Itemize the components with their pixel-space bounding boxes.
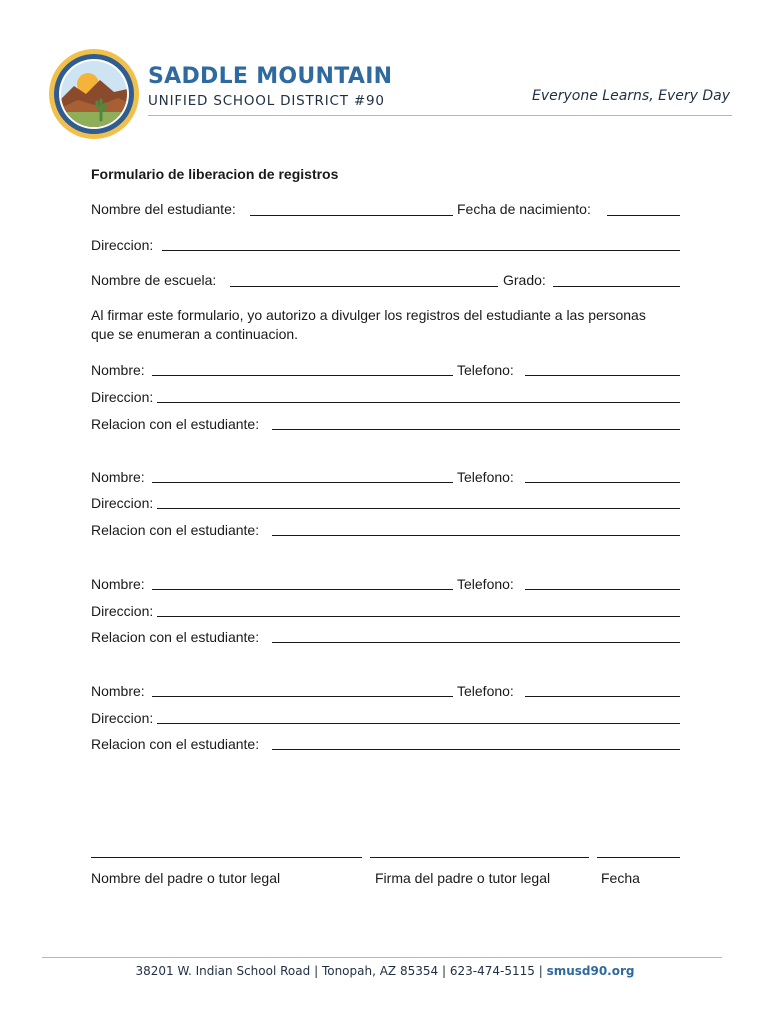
contact-2-address-label: Direccion: <box>91 495 154 511</box>
contact-3-address-label: Direccion: <box>91 603 154 619</box>
contact-4-phone-field[interactable] <box>525 696 680 697</box>
school-label: Nombre de escuela: <box>91 272 217 288</box>
footer-phone: 623-474-5115 <box>449 964 535 978</box>
contact-3-address-field[interactable] <box>157 616 680 617</box>
parent-signature-line[interactable] <box>370 857 589 858</box>
district-subtitle: UNIFIED SCHOOL DISTRICT #90 <box>148 93 385 109</box>
contact-2-phone-field[interactable] <box>525 482 680 483</box>
contact-4-relation-label: Relacion con el estudiante: <box>91 736 260 752</box>
grade-label: Grado: <box>503 272 546 288</box>
contact-4-address-label: Direccion: <box>91 710 154 726</box>
footer-address: 38201 W. Indian School Road <box>135 964 311 978</box>
student-address-field[interactable] <box>162 250 680 251</box>
parent-name-line[interactable] <box>91 857 362 858</box>
contact-3-phone-field[interactable] <box>525 589 680 590</box>
grade-field[interactable] <box>553 286 680 287</box>
parent-signature-caption: Firma del padre o tutor legal <box>375 870 551 886</box>
dob-label: Fecha de nacimiento: <box>457 201 591 217</box>
school-field[interactable] <box>230 286 498 287</box>
contact-1-phone-field[interactable] <box>525 375 680 376</box>
contact-2-address-field[interactable] <box>157 508 680 509</box>
contact-1-name-label: Nombre: <box>91 362 145 378</box>
contact-4-relation-field[interactable] <box>272 749 680 750</box>
contact-2-name-label: Nombre: <box>91 469 145 485</box>
signature-date-line[interactable] <box>597 857 680 858</box>
footer-contact <box>0 964 770 978</box>
footer-separator: | <box>441 964 447 978</box>
district-tagline: Everyone Learns, Every Day <box>532 88 730 104</box>
contact-3-name-field[interactable] <box>152 589 453 590</box>
dob-field[interactable] <box>607 215 680 216</box>
header-divider <box>148 115 732 116</box>
form-title: Formulario de liberacion de registros <box>91 166 339 182</box>
contact-2-phone-label: Telefono: <box>457 469 514 485</box>
contact-1-address-field[interactable] <box>157 402 680 403</box>
district-logo <box>48 48 140 140</box>
authorization-text: Al firmar este formulario, yo autorizo a divulger los registros del estudiante a las personas que se enumeran a continuacion. <box>91 307 646 342</box>
footer-separator: | <box>538 964 543 978</box>
parent-name-caption: Nombre del padre o tutor legal <box>91 870 281 886</box>
student-name-label: Nombre del estudiante: <box>91 201 236 217</box>
contact-1-address-label: Direccion: <box>91 389 154 405</box>
contact-4-phone-label: Telefono: <box>457 683 514 699</box>
footer-website[interactable]: smusd90.org <box>546 964 635 978</box>
contact-2-relation-field[interactable] <box>272 535 680 536</box>
contact-2-relation-label: Relacion con el estudiante: <box>91 522 260 538</box>
contact-4-name-label: Nombre: <box>91 683 145 699</box>
footer-separator: | <box>314 964 319 978</box>
contact-1-relation-label: Relacion con el estudiante: <box>91 416 260 432</box>
student-address-label: Direccion: <box>91 237 154 253</box>
contact-1-name-field[interactable] <box>152 375 453 376</box>
signature-date-caption: Fecha <box>601 870 640 886</box>
district-name: SADDLE MOUNTAIN <box>148 64 393 89</box>
contact-4-name-field[interactable] <box>152 696 453 697</box>
contact-3-phone-label: Telefono: <box>457 576 514 592</box>
footer-divider <box>42 957 722 958</box>
contact-1-relation-field[interactable] <box>272 429 680 430</box>
contact-3-relation-label: Relacion con el estudiante: <box>91 629 260 645</box>
contact-3-name-label: Nombre: <box>91 576 145 592</box>
contact-4-address-field[interactable] <box>157 723 680 724</box>
contact-1-phone-label: Telefono: <box>457 362 514 378</box>
footer-city: Tonopah, AZ 85354 <box>321 964 439 978</box>
student-name-field[interactable] <box>250 215 453 216</box>
contact-2-name-field[interactable] <box>152 482 453 483</box>
contact-3-relation-field[interactable] <box>272 642 680 643</box>
